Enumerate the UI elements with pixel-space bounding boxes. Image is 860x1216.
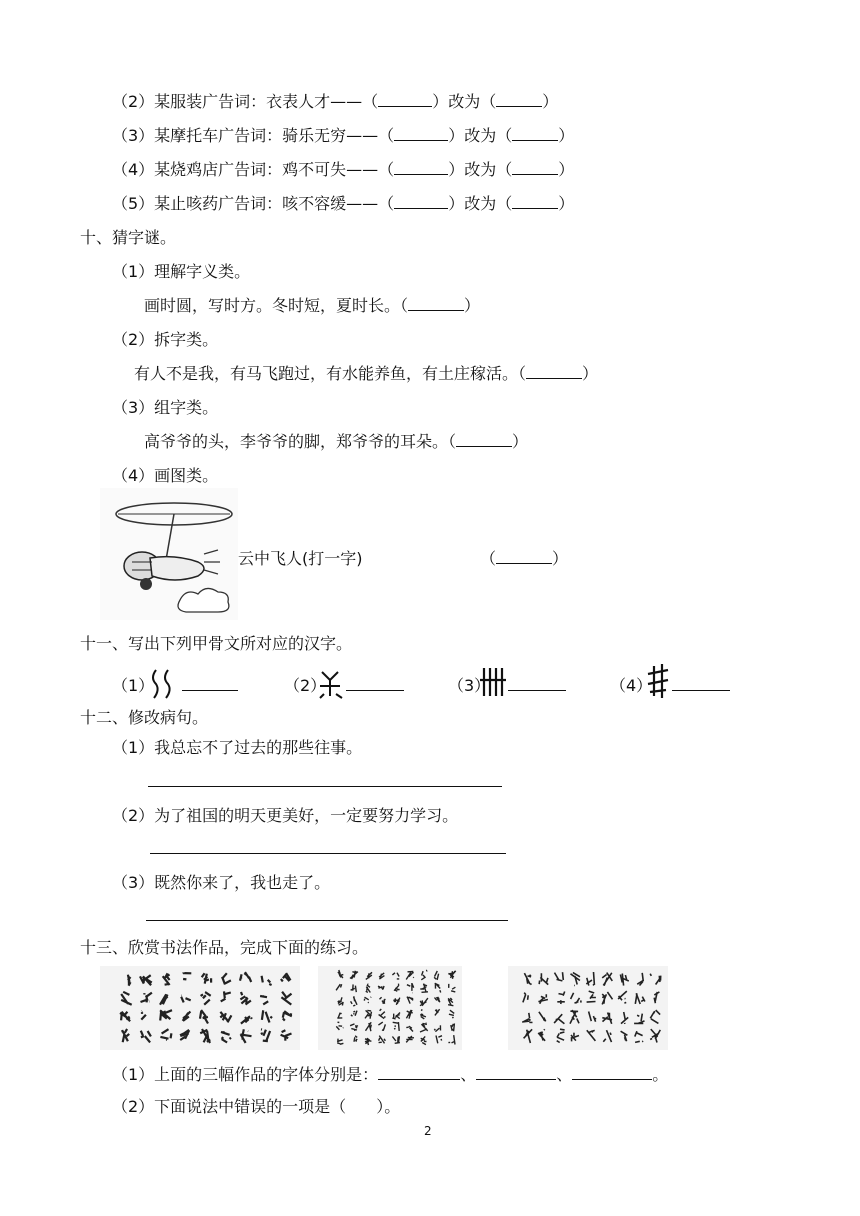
oracle-glyph-4 bbox=[644, 662, 672, 700]
answer-blank[interactable] bbox=[496, 92, 542, 107]
answer-blank[interactable] bbox=[526, 364, 582, 379]
calligraphy-work-2 bbox=[318, 966, 462, 1050]
answer-line[interactable] bbox=[508, 690, 566, 691]
question-end: ）。 bbox=[376, 1097, 401, 1116]
period: 。 bbox=[652, 1065, 669, 1084]
ad-prefix: （3）某摩托车广告词：骑乐无穷——（ bbox=[112, 126, 395, 145]
riddle-text: 有人不是我，有马飞跑过，有水能养鱼，有土庄稼活。（ bbox=[134, 364, 527, 383]
riddle-4-label: （4）画图类。 bbox=[112, 466, 219, 485]
answer-line[interactable] bbox=[346, 690, 404, 691]
riddle-3-label: （3）组字类。 bbox=[112, 398, 219, 417]
ad-mid: ）改为（ bbox=[448, 126, 513, 145]
ad-line-5 bbox=[112, 194, 574, 214]
riddle-2-label: （2）拆字类。 bbox=[112, 330, 219, 349]
oracle-glyph-3 bbox=[478, 664, 508, 700]
section-13-title: 十三、欣赏书法作品，完成下面的练习。 bbox=[80, 938, 369, 957]
separator: 、 bbox=[460, 1065, 477, 1084]
section-10-title: 十、猜字谜。 bbox=[80, 228, 177, 247]
section-11-title: 十一、写出下列甲骨文所对应的汉字。 bbox=[80, 634, 353, 653]
ad-suffix: ） bbox=[542, 92, 559, 111]
answer-blank[interactable] bbox=[512, 194, 558, 209]
item-label: （3） bbox=[448, 676, 491, 695]
answer-blank[interactable] bbox=[378, 92, 432, 107]
riddle-text: 高爷爷的头，李爷爷的脚，郑爷爷的耳朵。（ bbox=[144, 432, 457, 451]
calligraphy-q1 bbox=[112, 1065, 668, 1085]
question-text: （2）下面说法中错误的一项是（ bbox=[112, 1097, 347, 1116]
ad-suffix: ） bbox=[558, 160, 575, 179]
sick-sentence-1: （1）我总忘不了过去的那些往事。 bbox=[112, 738, 363, 757]
ad-prefix: （4）某烧鸡店广告词：鸡不可失——（ bbox=[112, 160, 395, 179]
answer-blank[interactable] bbox=[408, 296, 464, 311]
answer-line[interactable] bbox=[150, 853, 506, 854]
riddle-1-label: （1）理解字义类。 bbox=[112, 262, 251, 281]
oracle-glyph-1 bbox=[146, 666, 180, 700]
sick-sentence-2: （2）为了祖国的明天更美好，一定要努力学习。 bbox=[112, 806, 459, 825]
calligraphy-work-3 bbox=[508, 966, 668, 1050]
ad-mid: ）改为（ bbox=[432, 92, 497, 111]
flying-man-picture bbox=[100, 488, 238, 620]
item-label: （4） bbox=[610, 676, 653, 695]
answer-blank[interactable] bbox=[572, 1065, 652, 1080]
answer-line[interactable] bbox=[148, 786, 502, 787]
riddle-2 bbox=[134, 364, 598, 384]
item-label: （2） bbox=[284, 676, 327, 695]
separator: 、 bbox=[556, 1065, 573, 1084]
answer-line[interactable] bbox=[182, 690, 238, 691]
answer-line[interactable] bbox=[146, 920, 508, 921]
ad-mid: ）改为（ bbox=[448, 194, 513, 213]
ad-line-4 bbox=[112, 160, 574, 180]
answer-blank[interactable] bbox=[496, 549, 552, 564]
answer-line[interactable] bbox=[672, 690, 730, 691]
answer-blank[interactable] bbox=[456, 432, 512, 447]
answer-blank[interactable] bbox=[394, 126, 448, 141]
paren-open: （ bbox=[480, 549, 497, 568]
ad-mid: ）改为（ bbox=[448, 160, 513, 179]
paren-close: ） bbox=[552, 549, 569, 568]
ad-line-3 bbox=[112, 126, 574, 146]
ad-line-2 bbox=[112, 92, 558, 112]
answer-blank[interactable] bbox=[512, 160, 558, 175]
calligraphy-work-1 bbox=[100, 966, 300, 1050]
paren-close: ） bbox=[512, 432, 529, 451]
riddle-1 bbox=[144, 296, 480, 316]
ad-suffix: ） bbox=[558, 126, 575, 145]
riddle-4-answer bbox=[480, 549, 568, 569]
answer-blank[interactable] bbox=[394, 194, 448, 209]
ad-prefix: （2）某服装广告词：衣表人才——（ bbox=[112, 92, 379, 111]
answer-blank[interactable] bbox=[394, 160, 448, 175]
riddle-3 bbox=[144, 432, 528, 452]
sick-sentence-3: （3）既然你来了，我也走了。 bbox=[112, 873, 331, 892]
section-12-title: 十二、修改病句。 bbox=[80, 708, 209, 727]
answer-blank[interactable] bbox=[476, 1065, 556, 1080]
item-label: （1） bbox=[112, 676, 155, 695]
ad-prefix: （5）某止咳药广告词：咳不容缓——（ bbox=[112, 194, 395, 213]
answer-blank[interactable] bbox=[512, 126, 558, 141]
ad-suffix: ） bbox=[558, 194, 575, 213]
question-text: （1）上面的三幅作品的字体分别是： bbox=[112, 1065, 379, 1084]
answer-blank[interactable] bbox=[378, 1065, 460, 1080]
paren-close: ） bbox=[464, 296, 481, 315]
oracle-glyph-2 bbox=[316, 666, 346, 700]
calligraphy-q2 bbox=[112, 1097, 400, 1117]
riddle-4-text: 云中飞人(打一字) bbox=[238, 549, 363, 568]
riddle-text: 画时圆，写时方。冬时短，夏时长。（ bbox=[144, 296, 409, 315]
page-number: 2 bbox=[424, 1124, 432, 1138]
paren-close: ） bbox=[582, 364, 599, 383]
